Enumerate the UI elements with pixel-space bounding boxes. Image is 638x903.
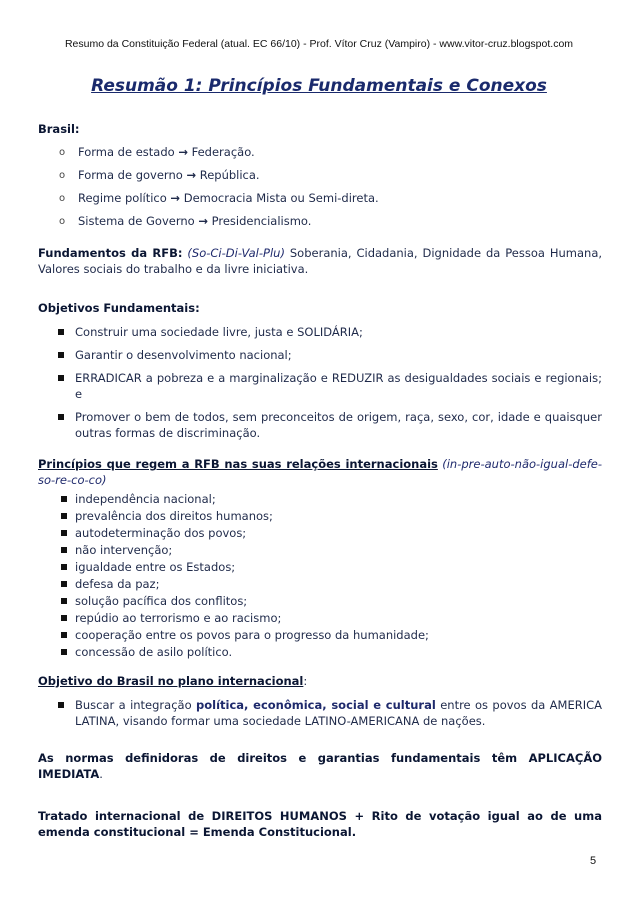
square-bullet-icon [61, 496, 67, 502]
right-arrow-icon: → [198, 214, 208, 228]
section-heading: Brasil: [38, 122, 80, 136]
mnemonic-hint: (So-Ci-Di-Val-Plu) [187, 246, 285, 260]
item-label: Forma de estado [78, 145, 175, 159]
list-item [38, 187, 602, 210]
square-bullet-icon [61, 547, 67, 553]
item-text: defesa da paz; [75, 577, 160, 591]
brasil-list [38, 141, 602, 233]
item-text: ERRADICAR a pobreza e a marginalização e REDUZIR as desigualdades sociais e regionais; e [75, 371, 602, 401]
list-item [38, 370, 602, 402]
list-item [38, 627, 602, 644]
list-item [38, 347, 602, 363]
section-text: Soberania, Cidadania, Dignidade da Pessoa Humana, Valores sociais do trabalho e da livre iniciativa. [38, 246, 603, 276]
list-item [38, 697, 602, 729]
list-item [38, 610, 602, 627]
section-normas [38, 750, 602, 782]
section-tratado [38, 808, 602, 840]
square-bullet-icon [58, 329, 64, 335]
square-bullet-icon [58, 375, 64, 381]
square-bullet-icon [58, 414, 64, 420]
list-item [38, 593, 602, 610]
right-arrow-icon: → [170, 191, 181, 205]
square-bullet-icon [61, 530, 67, 536]
objetivo-brasil-list [38, 697, 602, 729]
objetivos-list [38, 324, 602, 441]
item-value: Democracia Mista ou Semi-direta. [183, 191, 379, 205]
item-label: Sistema de Governo [78, 214, 195, 228]
section-heading-line [38, 673, 602, 689]
section-heading: Objetivo do Brasil no plano internacional [38, 674, 304, 688]
list-item [38, 559, 602, 576]
item-text: Promover o bem de todos, sem preconceitos de origem, raça, sexo, cor, idade e quaisquer outras formas de discriminação. [75, 410, 602, 440]
item-text: Buscar a integração [75, 698, 192, 712]
item-value: República. [199, 168, 260, 182]
square-bullet-icon [61, 598, 67, 604]
item-text: prevalência dos direitos humanos; [75, 509, 273, 523]
list-item [38, 576, 602, 593]
section-heading-line [38, 456, 602, 488]
square-bullet-icon [61, 649, 67, 655]
page-header: Resumo da Constituição Federal (atual. EC 66/10) - Prof. Vítor Cruz (Vampiro) - www.vitor-cruz.blogspot.com [64, 38, 574, 50]
list-item [38, 644, 602, 661]
square-bullet-icon [61, 615, 67, 621]
item-text: solução pacífica dos conflitos; [75, 594, 248, 608]
square-bullet-icon [58, 352, 64, 358]
section-objetivo-brasil [38, 673, 602, 736]
section-brasil [38, 121, 602, 233]
circle-bullet-icon: o [59, 193, 66, 204]
item-label: Forma de governo [78, 168, 183, 182]
right-arrow-icon: → [178, 145, 188, 159]
item-text: concessão de asilo político. [75, 645, 233, 659]
item-text: repúdio ao terrorismo e ao racismo; [75, 611, 282, 625]
list-item [38, 324, 602, 340]
square-bullet-icon [61, 632, 67, 638]
mnemonic-hint: (in-pre-auto-não-igual-defe-so-re-co-co) [38, 457, 602, 487]
circle-bullet-icon: o [59, 170, 66, 181]
circle-bullet-icon: o [59, 147, 66, 158]
page-number: 5 [590, 855, 597, 867]
section-principios [38, 456, 602, 661]
item-text: autodeterminação dos povos; [75, 526, 247, 540]
item-text: não intervenção; [75, 543, 173, 557]
item-text: entre os povos da AMERICA LATINA, visando formar uma sociedade LATINO-AMERICANA de nações. [75, 698, 603, 728]
item-value: Presidencialismo. [211, 214, 312, 228]
normas-text: As normas definidoras de direitos e garantias fundamentais têm APLICAÇÃO IMEDIATA [38, 751, 602, 781]
heading-colon: : [303, 674, 308, 688]
item-label: Regime político [78, 191, 167, 205]
section-heading: Fundamentos da RFB: [38, 246, 183, 260]
list-item [38, 141, 602, 164]
section-fundamentos [38, 245, 602, 277]
square-bullet-icon [61, 513, 67, 519]
section-heading: Princípios que regem a RFB nas suas relações internacionais [38, 457, 438, 471]
item-text: Construir uma sociedade livre, justa e SOLIDÁRIA; [75, 325, 363, 339]
list-item [38, 409, 602, 441]
circle-bullet-icon: o [59, 216, 66, 227]
item-emphasis: política, econômica, social e cultural [196, 698, 436, 712]
list-item [38, 164, 602, 187]
item-text: independência nacional; [75, 492, 216, 506]
tratado-text: Tratado internacional de DIREITOS HUMANOS + Rito de votação igual ao de uma emenda constitucional = Emenda Constitucional. [38, 809, 602, 839]
list-item [38, 210, 602, 233]
list-item [38, 491, 602, 508]
square-bullet-icon [61, 581, 67, 587]
principios-list [38, 491, 602, 661]
list-item [38, 542, 602, 559]
section-heading: Objetivos Fundamentais: [38, 301, 200, 315]
square-bullet-icon [58, 702, 64, 708]
right-arrow-icon: → [186, 168, 197, 182]
item-value: Federação. [191, 145, 255, 159]
item-text: cooperação entre os povos para o progresso da humanidade; [75, 628, 429, 642]
list-item [38, 508, 602, 525]
item-text: igualdade entre os Estados; [75, 560, 236, 574]
page-title: Resumão 1: Princípios Fundamentais e Conexos [91, 76, 547, 96]
normas-period: . [99, 767, 103, 781]
square-bullet-icon [61, 564, 67, 570]
section-objetivos [38, 300, 602, 448]
item-text: Garantir o desenvolvimento nacional; [75, 348, 292, 362]
list-item [38, 525, 602, 542]
